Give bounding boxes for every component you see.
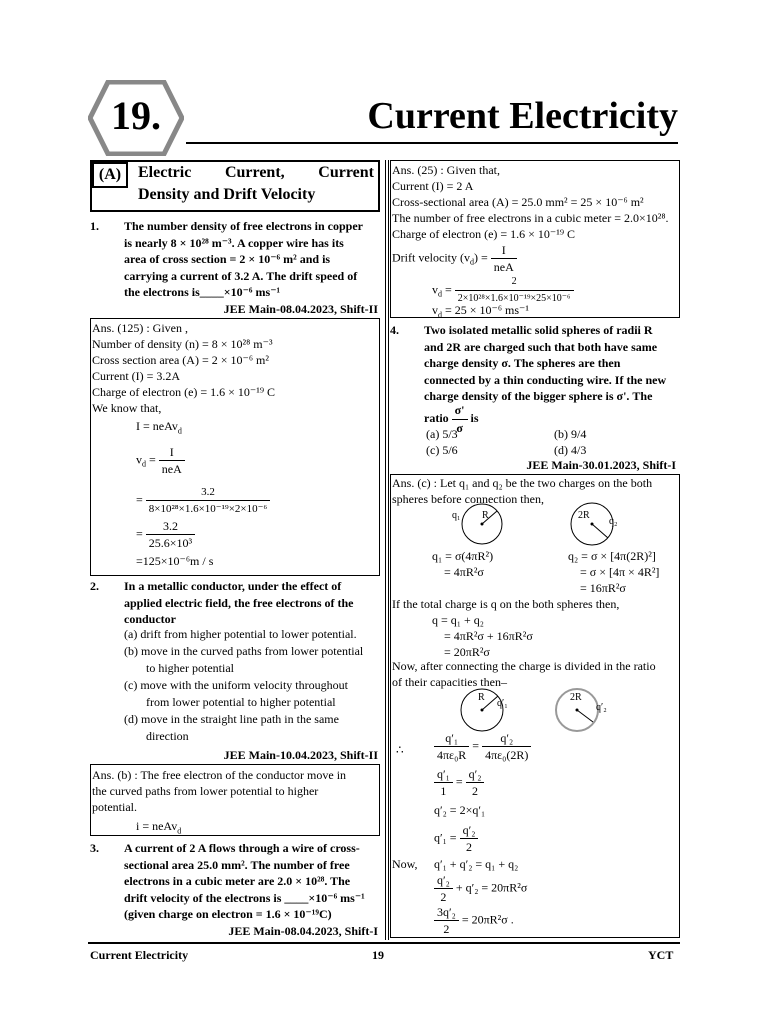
equation: = $\frac{3.2}{\text{8×10²⁸×1.6×10⁻¹⁹×2×10⁻⁶}}$ [136,484,270,517]
option: (c) 5/6 [426,443,458,457]
equation-block: q₂ = σ × [4π(2R)²] = σ × [4π × 4R²] = 16πR²σ [568,549,660,595]
question-source: JEE Main-10.04.2023, Shift-II [223,748,378,762]
question-text: Two isolated metallic solid spheres of radii R and 2R are charged such that both have same charge density σ. The spheres are then connected by a thin conducting wire. If the new charge density of the bigger sphere is σ'. The [424,323,667,403]
option: (a) drift from higher potential to lower potential. [124,627,357,641]
column-divider [385,160,386,940]
equation: =125×10⁻⁶m / s [136,554,214,568]
title-rule [186,142,678,144]
radius-label: R [478,692,485,703]
equation: $\frac{\text{3q′₂}}{2}$ = 20πR²σ . [434,904,514,937]
equation: $\frac{\text{q′₁}}{1}$ = $\frac{\text{q′₂}}{2}$ [434,766,484,799]
radius-label: 2R [578,510,590,521]
chapter-number: 19. [111,93,161,138]
page-number: 19 [372,948,384,962]
radius-label: 2R [570,692,582,703]
equation: I = neAv$_d$ [136,419,182,436]
equation: $\frac{\text{q′₂}}{2}$ + q′₂ = 20πR²σ [434,872,527,905]
footer-chapter: Current Electricity [90,948,189,962]
equation: Drift velocity $(v_d)$ = $\frac{I}{\text{neA}}$ [392,242,517,275]
equation-block: q = q₁ + q₂ = 4πR²σ + 16πR²σ = 20πR²σ [432,613,533,659]
equation: q′₂ = 2×q′₁ [434,803,486,817]
option: (a) 5/3 [426,427,458,441]
charge-label: q₁ [452,510,461,521]
options-list: (a) drift from higher potential to lower potential. (b) move in the curved paths from lower potential to higher potential (c) move with the uniform velocity throughout from lower potential to higher potential (d) move in the straight line path in the same direction [124,626,380,745]
charge-label: q′₂ [596,702,607,713]
equation: $\frac{\text{q′₁}}{\text{4πε₀R}}$ = $\frac{\text{q′₂}}{\text{4πε₀(2R)}}$ [434,730,531,763]
answer-text: Now, after connecting the charge is divided in the ratio of their capacities then– [392,659,656,689]
answer-text: If the total charge is q on the both spheres then, [392,597,620,611]
equation: i = neAv$_d$ [136,819,182,836]
publisher-name: YCT [648,948,674,962]
equation: $v_d = 25 \times 10^{-6}$ ms⁻¹ [432,303,529,320]
radius-label: R [482,510,489,521]
section-title: Density and Drift Velocity [138,186,316,203]
equation: = $\frac{3.2}{\text{25.6×10³}}$ [136,518,195,551]
question-number: 4. [390,323,399,337]
footer-rule [88,942,680,944]
option: (c) move with the uniform velocity throughout [124,678,348,692]
column-divider [388,160,389,940]
answer-text: Ans. (125) : Given , Number of density (n) = 8 × 10²⁸ m⁻³ Cross section area (A) = 2 × 10⁻⁶ m² Current (I) = 3.2A Charge of electron (e) = 1.6 × 10⁻¹⁹ C We know that, [92,321,276,415]
answer-text: Ans. (25) : Given that, Current (I) = 2 A Cross-sectional area (A) = 25.0 mm² = 25 × 10⁻⁶ m² The number of free electrons in a cubic meter = 2.0×10²⁸. Charge of electron (e) = 1.6 × 10⁻¹⁹ C [392,163,669,241]
equation: $v_d$ = $\frac{I}{\text{neA}}$ [136,444,185,477]
question-text: The number density of free electrons in copper is nearly 8 × 10²⁸ m⁻³. A copper wire has its area of cross section = 2 × 10⁻⁶ m² and is carrying a current of 3.2 A. The drift speed of the electrons is____×10⁻⁶ ms⁻¹ [124,219,363,299]
equation: q′₁ = $\frac{\text{q′₂}}{2}$ [434,822,478,855]
equation: q′₁ + q′₂ = q₁ + q₂ [434,857,519,871]
therefore-symbol: ∴ [396,743,404,757]
question-text: In a metallic conductor, under the effect of applied electric field, the free electrons of the conductor [124,579,354,626]
equation: $v_d$ = $\frac{2}{\text{2×10²⁸×1.6×10⁻¹⁹×25×10⁻⁶}}$ [432,274,574,307]
answer-text: Ans. (c) : Let q₁ and q₂ be the two charges on the both spheres before connection then, [392,476,653,506]
option: (b) 9/4 [554,427,587,441]
sphere-diagram-large [568,500,628,548]
option: (d) move in the straight line path in the same [124,712,339,726]
chapter-title: Current Electricity [367,95,678,137]
option: (b) move in the curved paths from lower potential [124,644,364,658]
question-text: A current of 2 A flows through a wire of cross- sectional area 25.0 mm². The number of free electrons in a cubic meter are 2.0 × 10²⁸. The drift velocity of the electrons is ____×10⁻⁶ ms⁻¹ (given charge on electron = 1.6 × 10⁻¹⁹C) [124,841,365,921]
question-source: JEE Main-08.04.2023, Shift-I [228,924,378,938]
answer-text: Ans. (b) : The free electron of the conductor move in the curved paths from lower potential to higher potential. [92,768,347,814]
equation-block: q₁ = σ(4πR²) = 4πR²σ [432,549,494,579]
question-number: 2. [90,579,99,593]
charge-label: q₂ [609,516,618,527]
question-number: 1. [90,219,99,233]
option: (d) 4/3 [554,443,587,457]
section-label: (A) [92,162,128,188]
ratio-expression: ratio $\frac{\sigma'}{\sigma}$ is [424,403,479,435]
answer-text: Now, [392,857,418,871]
question-source: JEE Main-30.01.2023, Shift-I [526,458,676,472]
question-number: 3. [90,841,99,855]
charge-label: q′₁ [497,698,508,709]
section-title: Electric Current, Current [138,164,374,181]
question-source: JEE Main-08.04.2023, Shift-II [223,302,378,316]
